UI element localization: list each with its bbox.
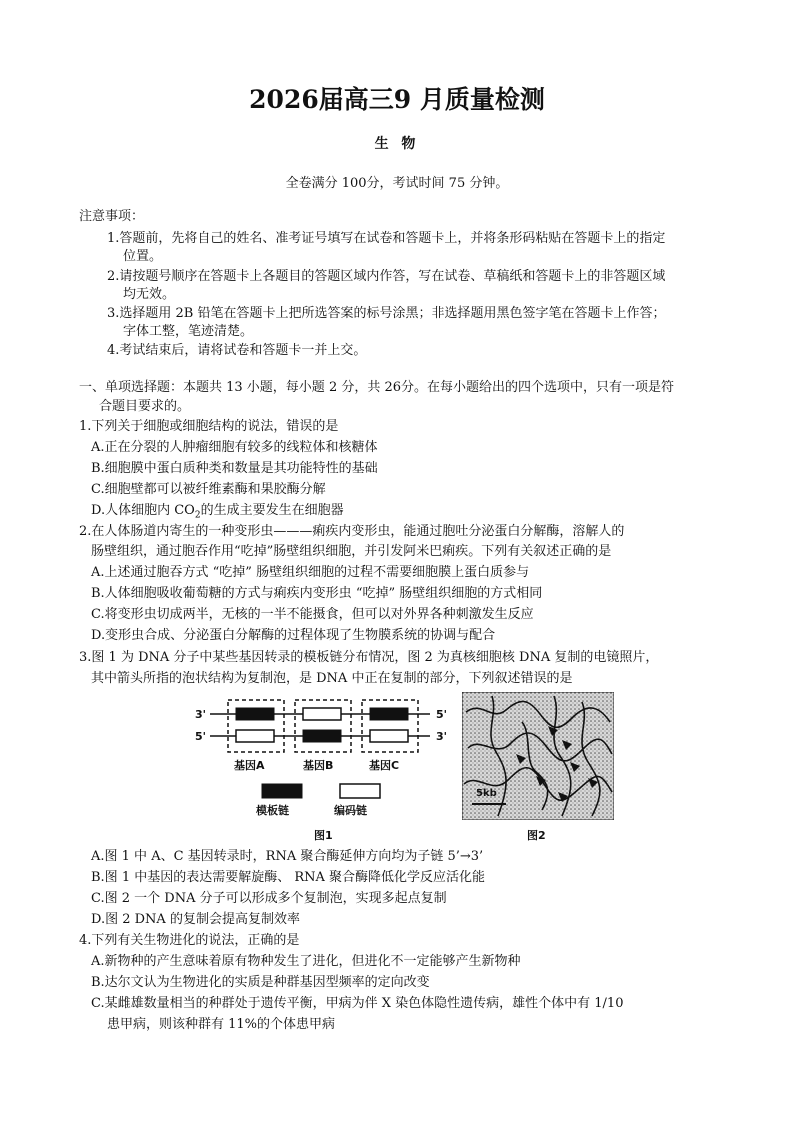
figure-2-micrograph	[462, 692, 614, 820]
q2-option-a: A.上述通过胞吞方式 “吃掉” 肠壁组织细胞的过程不需要细胞膜上蛋白质参与	[91, 565, 530, 580]
fig1-gene-label: 基因B	[303, 759, 334, 772]
note-item: 2.请按题号顺序在答题卡上各题目的答题区域内作答，写在试卷、草稿纸和答题卡上的非答题区域	[107, 269, 666, 284]
notes-heading: 注意事项：	[79, 209, 145, 224]
q3-option-b: B.图 1 中基因的表达需要解旋酶、 RNA 聚合酶降低化学反应活化能	[91, 870, 486, 885]
fig2-scale-bar-label: 5kb	[476, 788, 497, 799]
fig1-legend-coding: 编码链	[334, 804, 367, 817]
note-item: 位置。	[123, 249, 163, 264]
note-item: 3.选择题用 2B 铅笔在答题卡上把所选答案的标号涂黑；非选择题用黑色签字笔在答题卡上作答；	[107, 306, 666, 321]
exam-meta: 全卷满分 100分，考试时间 75 分钟。	[285, 176, 509, 191]
q1-option-c: C.细胞壁都可以被纤维素酶和果胶酶分解	[91, 482, 326, 497]
fig1-caption: 图1	[314, 829, 333, 842]
note-item: 4.考试结束后，请将试卷和答题卡一并上交。	[107, 343, 367, 358]
section-heading: 一、单项选择题：本题共 13 小题，每小题 2 分，共 26分。在每小题给出的四个选项中，只有一项是符	[79, 380, 675, 395]
q4-option-b: B.达尔文认为生物进化的实质是种群基因型频率的定向改变	[91, 975, 430, 990]
fig1-legend-template: 模板链	[256, 804, 289, 817]
exam-subject: 生 物	[374, 136, 420, 152]
q3-stem: 3.图 1 为 DNA 分子中某些基因转录的模板链分布情况，图 2 为真核细胞核 DNA 复制的电镜照片，	[79, 650, 659, 665]
q2-option-c: C.将变形虫切成两半，无核的一半不能摄食，但可以对外界各种刺激发生反应	[91, 607, 534, 622]
q2-option-b: B.人体细胞吸收葡萄糖的方式与痢疾内变形虫 “吃掉” 肠壁组织细胞的方式相同	[91, 586, 543, 601]
fig1-strand-bottom-left: 5'	[195, 730, 207, 743]
q1-option-b: B.细胞膜中蛋白质种类和数量是其功能特性的基础	[91, 461, 378, 476]
section-heading-cont: 合题目要求的。	[99, 399, 191, 414]
q2-stem: 2.在人体肠道内寄生的一种变形虫———痢疾内变形虫，能通过胞吐分泌蛋白分解酶，溶解人的	[79, 524, 625, 539]
q2-stem-cont: 肠壁组织，通过胞吞作用“吃掉”肠壁组织细胞，并引发阿米巴痢疾。下列有关叙述正确的是	[91, 544, 612, 559]
q4-option-c: C.某雌雄数量相当的种群处于遗传平衡，甲病为伴 X 染色体隐性遗传病，雄性个体中有 1/10	[91, 996, 624, 1011]
q4-option-a: A.新物种的产生意味着原有物种发生了进化，但进化不一定能够产生新物种	[91, 954, 521, 969]
fig1-gene-label: 基因C	[369, 759, 400, 772]
exam-title: 2026届高三9 月质量检测	[249, 85, 545, 114]
fig1-strand-top-left: 3'	[195, 708, 207, 721]
q1-option-a: A.正在分裂的人肿瘤细胞有较多的线粒体和核糖体	[91, 440, 378, 455]
fig1-gene-label: 基因A	[234, 759, 265, 772]
q3-stem-cont: 其中箭头所指的泡状结构为复制泡，是 DNA 中正在复制的部分，下列叙述错误的是	[91, 671, 573, 686]
q3-option-d: D.图 2 DNA 的复制会提高复制效率	[91, 912, 300, 927]
q4-option-c-cont: 患甲病，则该种群有 11%的个体患甲病	[107, 1017, 336, 1032]
fig1-strand-top-right: 5'	[436, 708, 448, 721]
q3-option-c: C.图 2 一个 DNA 分子可以形成多个复制泡，实现多起点复制	[91, 891, 447, 906]
q2-option-d: D.变形虫合成、分泌蛋白分解酶的过程体现了生物膜系统的协调与配合	[91, 628, 496, 643]
note-item: 字体工整，笔迹清楚。	[123, 324, 254, 339]
q1-option-d: D.人体细胞内 $CO_2$的生成主要发生在细胞器	[91, 503, 344, 521]
note-item: 均无效。	[123, 287, 176, 302]
note-item: 1.答题前，先将自己的姓名、准考证号填写在试卷和答题卡上，并将条形码粘贴在答题卡上的指定	[107, 231, 666, 246]
q3-option-a: A.图 1 中 A、C 基因转录时，RNA 聚合酶延伸方向均为子链 5’→3’	[91, 849, 484, 864]
fig2-caption: 图2	[527, 829, 546, 842]
q4-stem: 4.下列有关生物进化的说法，正确的是	[79, 933, 300, 948]
q1-stem: 1.下列关于细胞或细胞结构的说法，错误的是	[79, 419, 339, 434]
fig1-strand-bottom-right: 3'	[436, 730, 448, 743]
